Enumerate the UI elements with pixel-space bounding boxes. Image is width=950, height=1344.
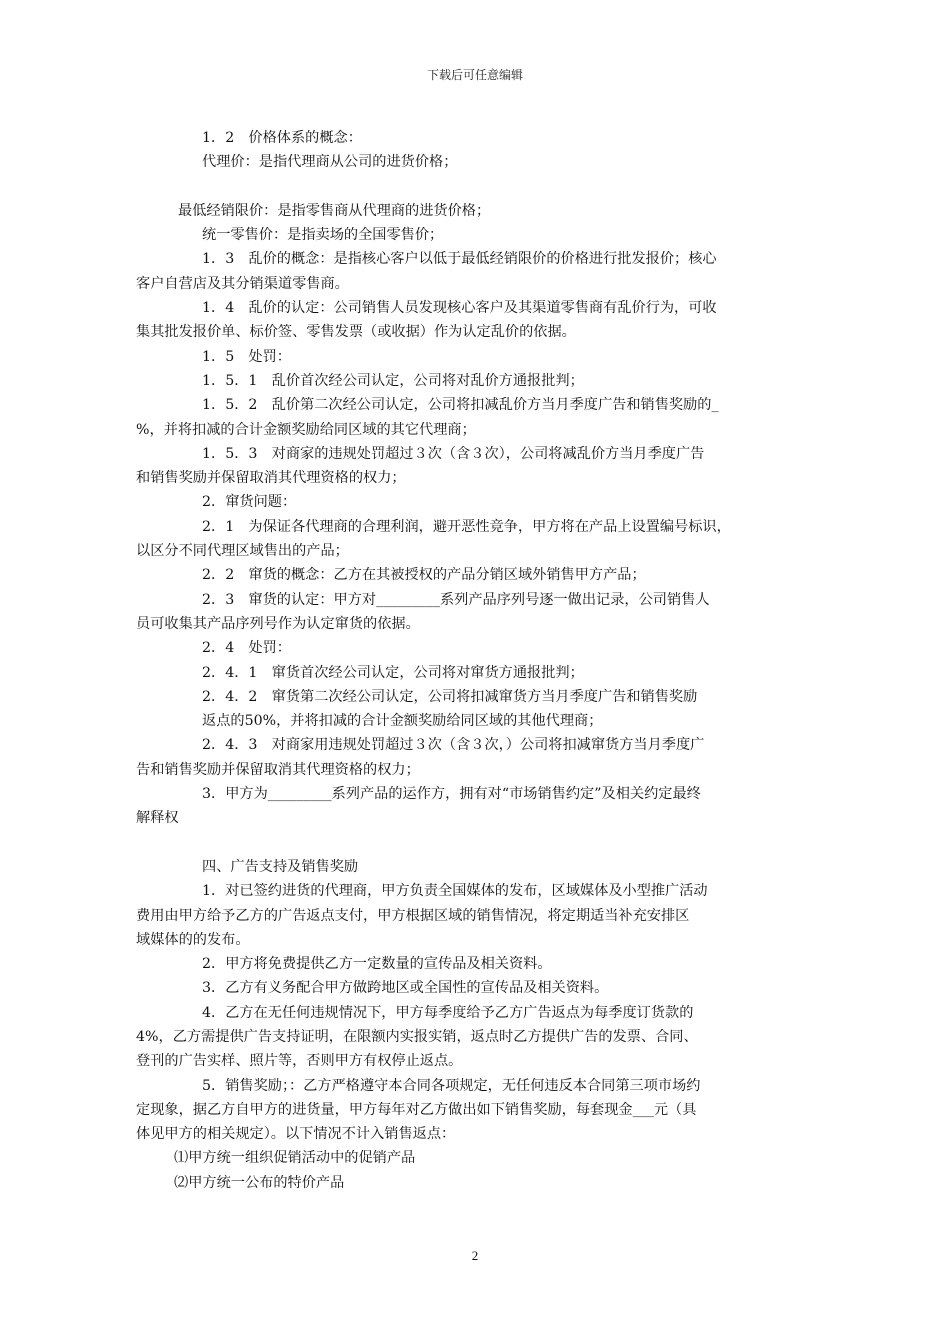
paragraph-line: 集其批发报价单、标价签、零售发票（或收据）作为认定乱价的依据。 [136,324,576,341]
paragraph-line: 费用由甲方给予乙方的广告返点支付，甲方根据区域的销售情况，将定期适当补充安排区 [136,907,690,924]
paragraph-line: 定现象，据乙方自甲方的进货量，甲方每年对乙方做出如下销售奖励，每套现金___元（具 [136,1101,697,1118]
paragraph-line: 客户自营店及其分销渠道零售商。 [136,275,349,292]
paragraph-line: 体见甲方的相关规定）。以下情况不计入销售返点： [136,1126,456,1143]
paragraph-line: 1．5．1 乱价首次经公司认定，公司将对乱价方通报批判； [202,372,584,389]
paragraph-line: 2．4．1 窜货首次经公司认定，公司将对窜货方通报批判； [202,664,584,681]
paragraph-line: 代理价：是指代理商从公司的进货价格； [202,154,458,171]
paragraph-line: 2．甲方将免费提供乙方一定数量的宣传品及相关资料。 [202,956,552,973]
paragraph-line: 统一零售价：是指卖场的全国零售价； [202,227,444,244]
paragraph-line: 四、广告支持及销售奖励 [202,858,359,875]
paragraph-line: 1．4 乱价的认定：公司销售人员发现核心客户及其渠道零售商有乱价行为，可收 [202,300,717,317]
paragraph-line: 4%，乙方需提供广告支持证明，在限额内实报实销，返点时乙方提供广告的发票、合同、 [136,1028,698,1045]
paragraph-line: 1．3 乱价的概念：是指核心客户以低于最低经销限价的价格进行批发报价；核心 [202,251,717,268]
paragraph-line: 2．1 为保证各代理商的合理利润，避开恶性竞争，甲方将在产品上设置编号标识， [202,518,731,535]
paragraph-line: ⑵甲方统一公布的特价产品 [174,1174,345,1191]
paragraph-line: 以区分不同代理区域售出的产品； [136,543,349,560]
document-body [136,126,812,1195]
paragraph-line: 2．4．3 对商家用违规处罚超过３次（含３次，）公司将扣减窜货方当月季度广 [202,737,705,754]
paragraph-line: 1．2 价格体系的概念： [202,130,362,146]
paragraph-line: 1．5．2 乱价第二次经公司认定，公司将扣减乱价方当月季度广告和销售奖励的_ [202,397,719,414]
paragraph-line: 2．4．2 窜货第二次经公司认定，公司将扣减窜货方当月季度广告和销售奖励 [202,688,698,705]
paragraph-line: 3．乙方有义务配合甲方做跨地区或全国性的宣传品及相关资料。 [202,980,609,997]
paragraph-line: 2．窜货问题： [202,494,297,511]
paragraph-line: 2．3 窜货的认定：甲方对_________系列产品序列号逐一做出记录，公司销售人 [202,591,710,608]
paragraph-line: 2．4 处罚： [202,640,291,657]
blank-line [136,175,812,199]
paragraph-line: 5．销售奖励；：乙方严格遵守本合同各项规定，无任何违反本合同第三项市场约 [202,1077,701,1094]
paragraph-line: 1．对已签约进货的代理商，甲方负责全国媒体的发布，区域媒体及小型推广活动 [202,883,708,900]
paragraph-line: 和销售奖励并保留取消其代理资格的权力； [136,470,406,487]
paragraph-line: 3．甲方为_________系列产品的运作方，拥有对“市场销售约定”及相关约定最终 [202,786,701,803]
paragraph-line: 4．乙方在无任何违规情况下，甲方每季度给予乙方广告返点为每季度订货款的 [202,1004,694,1021]
paragraph-line: 返点的50%，并将扣减的合计金额奖励给同区域的其他代理商； [202,713,603,730]
paragraph-line: 域媒体的的发布。 [136,931,250,948]
page-number: 2 [471,1248,479,1263]
paragraph-line: ⑴甲方统一组织促销活动中的促销产品 [174,1150,416,1167]
paragraph-line: 1．5．3 对商家的违规处罚超过３次（含３次），公司将减乱价方当月季度广告 [202,445,705,462]
paragraph-line: 员可收集其产品序列号作为认定窜货的依据。 [136,615,420,632]
paragraph-line: 登刊的广告实样、照片等，否则甲方有权停止返点。 [136,1053,463,1070]
paragraph-line: %，并将扣减的合计金额奖励给同区域的其它代理商； [136,421,476,438]
paragraph-line: 最低经销限价：是指零售商从代理商的进货价格； [178,202,491,219]
paragraph-line: 2．2 窜货的概念：乙方在其被授权的产品分销区域外销售甲方产品； [202,567,646,584]
paragraph-line: 1．5 处罚： [202,348,291,365]
paragraph-line: 解释权 [136,810,179,827]
blank-line [136,831,812,855]
page-header: 下载后可任意编辑 [426,68,523,82]
paragraph-line: 告和销售奖励并保留取消其代理资格的权力； [136,761,420,778]
